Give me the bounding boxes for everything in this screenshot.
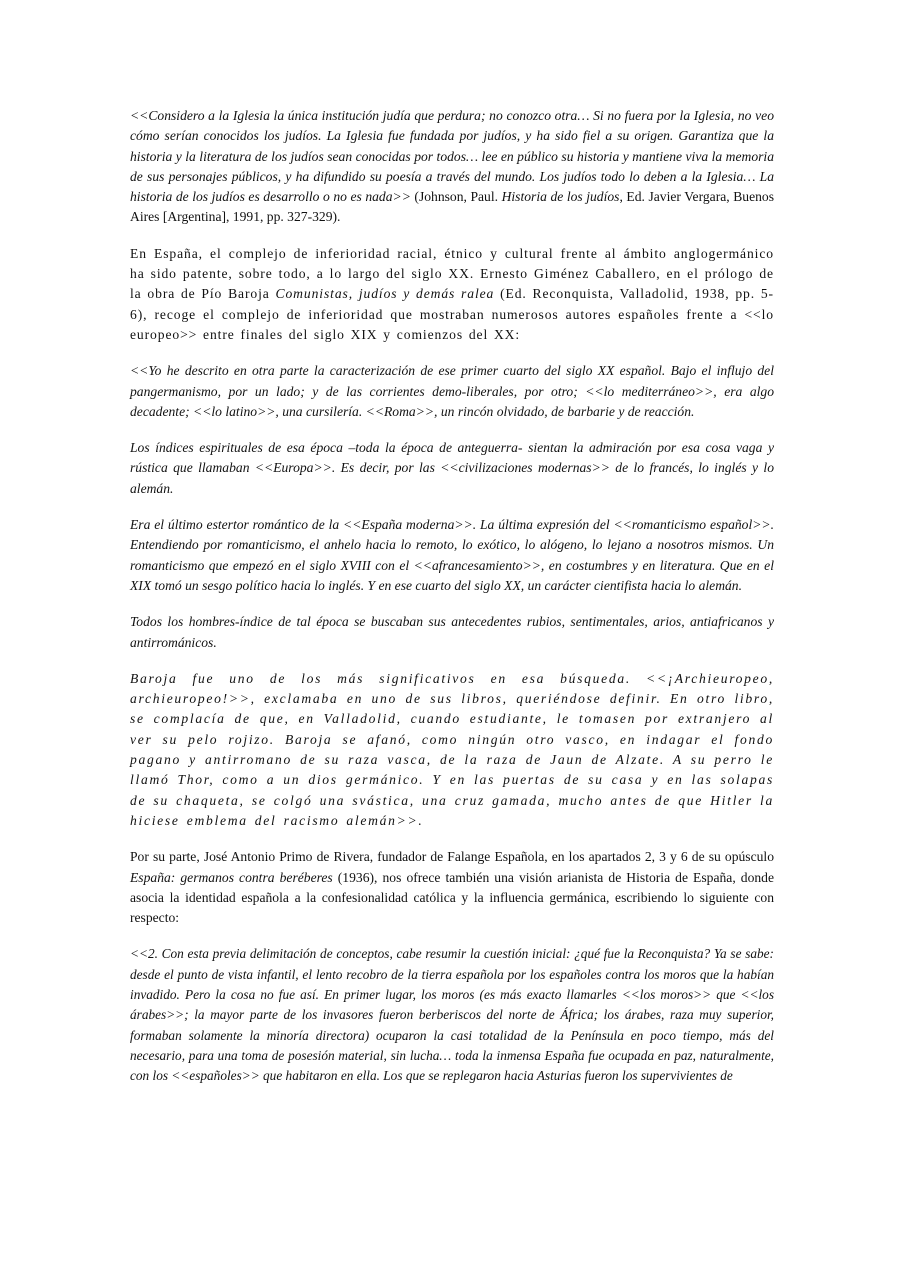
citation-text-end: , Ed. Javier Vergara, Buenos Aires [Argentina], 1991, pp. 327-329). xyxy=(130,189,774,225)
paragraph-quote-hombres-indice: Todos los hombres-índice de tal época se buscaban sus antecedentes rubios, sentimentales, arios, antiafricanos y antirrománicos. xyxy=(130,614,774,650)
citation-text: (Johnson, Paul. xyxy=(410,189,502,205)
citation-title: Historia de los judíos xyxy=(501,189,620,205)
body-text: En España, el complejo de inferioridad racial, étnico y cultural frente al ámbito anglogermánico ha sido patente, sobre todo, a lo largo del siglo XX. Ernesto Giménez Caballero, en el prólogo de la obra de Pío Baroja xyxy=(130,245,774,302)
quote-text: <<Considero a la Iglesia la única institución judía que perdura; no conozco otra… Si no fuera por la Iglesia, no veo cómo serían conocidos los judíos. La Iglesia fue fundada por judíos, y ha sido fiel a su origen. Garantiza que la historia y la literatura de los judíos sean conocidas por todos… lee en público su historia y mantiene viva la memoria de sus personajes públicos, y ha difundido su poesía a través del mundo. Los judíos todo lo deben a la Iglesia… La historia de los judíos es desarrollo o no es nada>> xyxy=(130,108,774,205)
document-page xyxy=(130,106,774,1086)
paragraph-inferiority-complex xyxy=(130,244,774,345)
opuscule-title: España: germanos contra beréberes xyxy=(130,869,333,885)
paragraph-quote-primer-cuarto: <<Yo he descrito en otra parte la caracterización de ese primer cuarto del siglo XX español. Bajo el influjo del pangermanismo, por un lado; y de las corrientes demo-liberales, por otro; <<lo mediterráneo>>, era algo decadente; <<lo latino>>, una cursilería. <<Roma>>, un rincón olvidado, de barbarie y de reacción. xyxy=(130,363,774,419)
paragraph-quote-romantico: Era el último estertor romántico de la <<España moderna>>. La última expresión del <<romanticismo español>>. Entendiendo por romanticismo, el anhelo hacia lo remoto, lo exótico, lo alógeno, lo lejano a nosotros mismos. Un romanticismo que empezó en el siglo XVIII con el <<afrancesamiento>>, en costumbres y en literatura. Que en el XIX tomó un sesgo político hacia lo inglés. Y en ese cuarto del siglo XX, un carácter cientifista hacia lo alemán. xyxy=(130,517,774,593)
paragraph-quote-indices: Los índices espirituales de esa época –toda la época de anteguerra- sientan la admiración por esa cosa vaga y rústica que llamaban <<Europa>>. Es decir, por las <<civilizaciones modernas>> de lo francés, lo inglés y lo alemán. xyxy=(130,440,774,496)
paragraph-primo-de-rivera xyxy=(130,847,774,928)
paragraph-johnson-quote xyxy=(130,106,774,228)
body-text-end: (1936), nos ofrece también una visión arianista de Historia de España, donde asocia la identidad española a la confesionalidad católica y la influencia germánica, escribiendo lo siguiente con respecto: xyxy=(130,869,774,926)
paragraph-quote-baroja: Baroja fue uno de los más significativos en esa búsqueda. <<¡Archieuropeo, archieuropeo!>>, exclamaba en uno de sus libros, queriéndose definir. En otro libro, se complacía de que, en Valladolid, cuando estudiante, le tomasen por extranjero al ver su pelo rojizo. Baroja se afanó, como ningún otro vasco, en indagar el fondo pagano y antirromano de su raza vasca, de la raza de Jaun de Alzate. A su perro le llamó Thor, como a un dios germánico. Y en las puertas de su casa y en las solapas de su chaqueta, se colgó una svástica, una cruz gamada, mucho antes de que Hitler la hiciese emblema del racismo alemán>>. xyxy=(130,670,774,828)
body-text-end: (Ed. Reconquista, Valladolid, 1938, pp. 5-6), recoge el complejo de inferioridad que mostraban numerosos autores españoles frente a <<lo europeo>> entre finales del siglo XIX y comienzos del XX: xyxy=(130,286,774,342)
paragraph-quote-reconquista: <<2. Con esta previa delimitación de conceptos, cabe resumir la cuestión inicial: ¿qué fue la Reconquista? Ya se sabe: desde el punto de vista infantil, el lento recobro de la tierra española por los españoles contra los moros que la habían invadido. Pero la cosa no fue así. En primer lugar, los moros (es más exacto llamarles <<los moros>> que <<los árabes>>; la mayor parte de los invasores fueron berberiscos del norte de África; los árabes, raza muy superior, formaban solamente la minoría directora) ocuparon la casi totalidad de la Península en poco tiempo, más del necesario, para una toma de posesión material, sin lucha… toda la inmensa España fue ocupada en paz, naturalmente, con los <<españoles>> que habitaron en ella. Los que se replegaron hacia Asturias fueron los supervivientes de xyxy=(130,946,774,1084)
body-text: Por su parte, José Antonio Primo de Rivera, fundador de Falange Española, en los apartados 2, 3 y 6 de su opúsculo xyxy=(130,849,774,865)
book-title: Comunistas, judíos y demás ralea xyxy=(275,286,495,302)
